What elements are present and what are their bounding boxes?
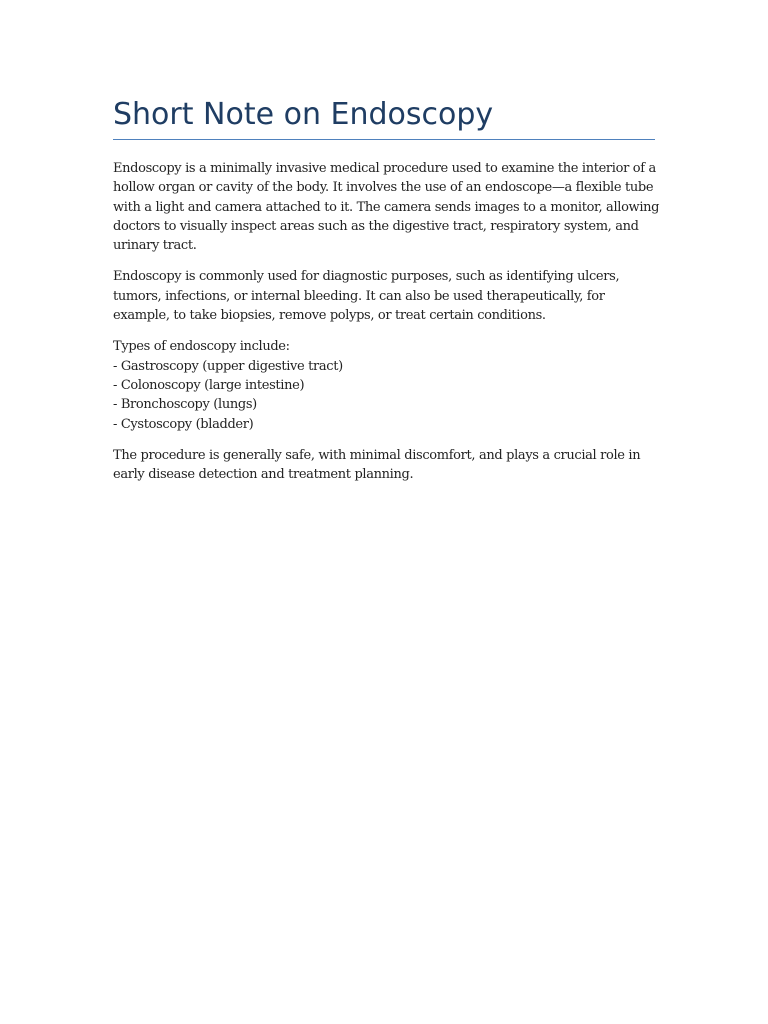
- list-item: - Colonoscopy (large intestine): [113, 377, 305, 393]
- title-underline-rule: [113, 139, 655, 140]
- list-item: - Bronchoscopy (lungs): [113, 397, 257, 413]
- types-list: [113, 337, 661, 433]
- types-list-intro: Types of endoscopy include:: [113, 339, 290, 355]
- list-item: - Gastroscopy (upper digestive tract): [113, 358, 343, 374]
- paragraph-intro: Endoscopy is a minimally invasive medical procedure used to examine the interior of a hollow organ or cavity of the body. It involves the use of an endoscope—a flexible tube with a light and camera attached to it. The camera sends images to a monitor, allowing doctors to visually inspect areas such as the digestive tract, respiratory system, and urinary tract.: [113, 161, 660, 254]
- paragraph-uses: Endoscopy is commonly used for diagnostic purposes, such as identifying ulcers, tumors, infections, or internal bleeding. It can also be used therapeutically, for example, to take biopsies, remove polyps, or treat certain conditions.: [113, 269, 620, 324]
- document-title: Short Note on Endoscopy: [113, 97, 494, 132]
- list-item: - Cystoscopy (bladder): [113, 416, 254, 432]
- document-body: [113, 159, 661, 496]
- paragraph-closing: The procedure is generally safe, with minimal discomfort, and plays a crucial role in early disease detection and treatment planning.: [113, 447, 641, 483]
